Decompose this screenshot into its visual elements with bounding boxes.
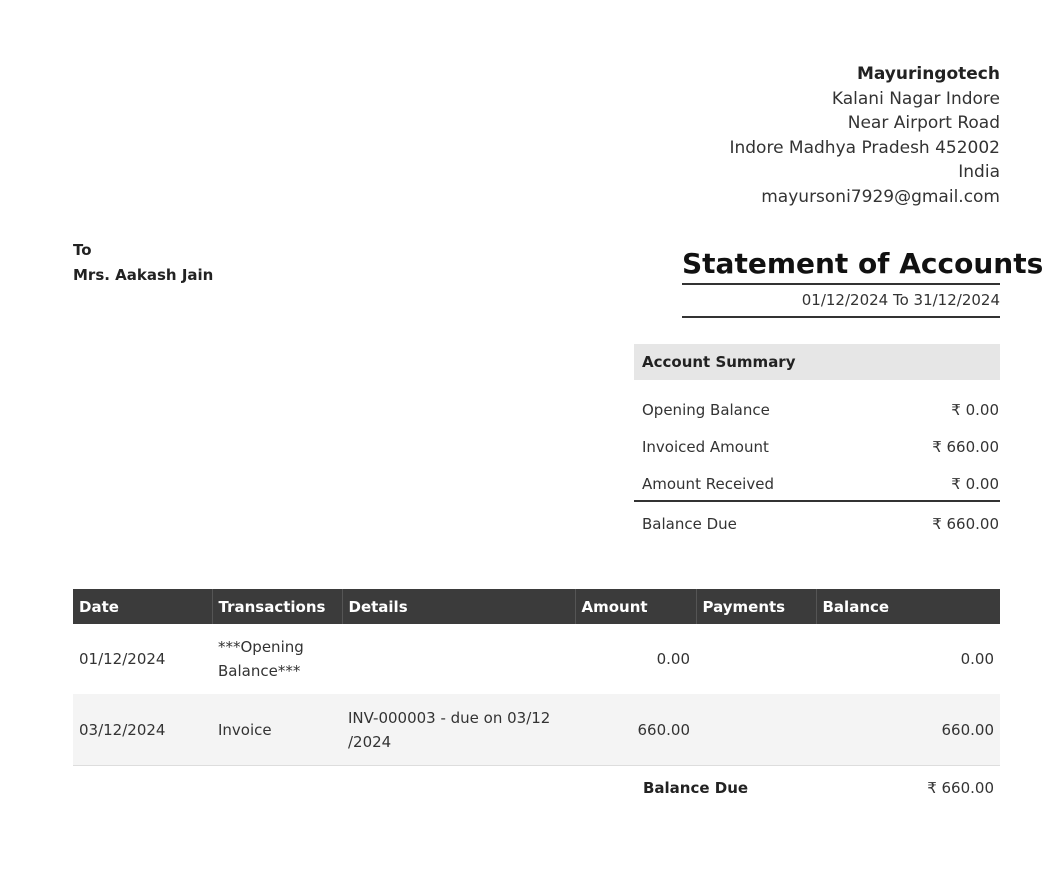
cell-amount: 0.00 xyxy=(575,624,696,694)
to-label: To xyxy=(73,241,92,259)
country: India xyxy=(958,162,1000,182)
table-row xyxy=(73,624,1000,694)
customer-name: Mrs. Aakash Jain xyxy=(73,266,214,284)
summary-row-opening-balance xyxy=(634,380,1000,419)
summary-value: ₹ 0.00 xyxy=(951,401,999,419)
organization-email: mayursoni7929@gmail.com xyxy=(761,186,1000,207)
column-header-amount: Amount xyxy=(575,589,696,624)
cell-details xyxy=(342,624,575,694)
account-summary xyxy=(634,344,1000,533)
footer-balance-due-value: ₹ 660.00 xyxy=(927,779,994,797)
cell-transaction: Invoice xyxy=(212,694,342,766)
statement-title: Statement of Accounts xyxy=(682,246,1000,285)
cell-balance: 660.00 xyxy=(816,694,1000,766)
address-line-2: Near Airport Road xyxy=(847,113,1000,133)
summary-label: Balance Due xyxy=(642,515,737,533)
summary-value: ₹ 660.00 xyxy=(932,438,999,456)
cell-date: 03/12/2024 xyxy=(73,694,212,766)
table-footer-row xyxy=(73,766,1000,811)
transactions-table xyxy=(73,589,1000,810)
table-row xyxy=(73,694,1000,766)
organization-name: Mayuringotech xyxy=(856,64,1000,84)
cell-amount: 660.00 xyxy=(575,694,696,766)
column-header-date: Date xyxy=(73,589,212,624)
cell-date: 01/12/2024 xyxy=(73,624,212,694)
summary-value: ₹ 0.00 xyxy=(951,475,999,493)
cell-balance: 0.00 xyxy=(816,624,1000,694)
organization-address xyxy=(729,62,1000,209)
address-line-3: Indore Madhya Pradesh 452002 xyxy=(729,137,1000,158)
cell-payments xyxy=(696,624,816,694)
customer-block xyxy=(73,238,213,288)
cell-payments xyxy=(696,694,816,766)
cell-transaction: ***Opening Balance*** xyxy=(212,624,342,694)
cell-details: INV-000003 - due on 03/12 /2024 xyxy=(342,694,575,766)
table-header-row xyxy=(73,589,1000,624)
summary-row-invoiced-amount xyxy=(634,419,1000,456)
column-header-payments: Payments xyxy=(696,589,816,624)
column-header-balance: Balance xyxy=(816,589,1000,624)
summary-label: Opening Balance xyxy=(642,401,770,419)
column-header-details: Details xyxy=(342,589,575,624)
summary-value: ₹ 660.00 xyxy=(932,515,999,533)
footer-balance-due-label: Balance Due xyxy=(642,779,749,797)
summary-label: Amount Received xyxy=(642,475,774,493)
summary-label: Invoiced Amount xyxy=(642,438,769,456)
address-line-1: Kalani Nagar Indore xyxy=(831,88,1000,109)
summary-row-amount-received xyxy=(634,456,1000,502)
statement-title-block xyxy=(682,246,1044,318)
statement-period: 01/12/2024 To 31/12/2024 xyxy=(682,285,1000,318)
column-header-transactions: Transactions xyxy=(212,589,342,624)
account-summary-heading: Account Summary xyxy=(634,344,1000,380)
summary-row-balance-due xyxy=(634,502,1000,533)
